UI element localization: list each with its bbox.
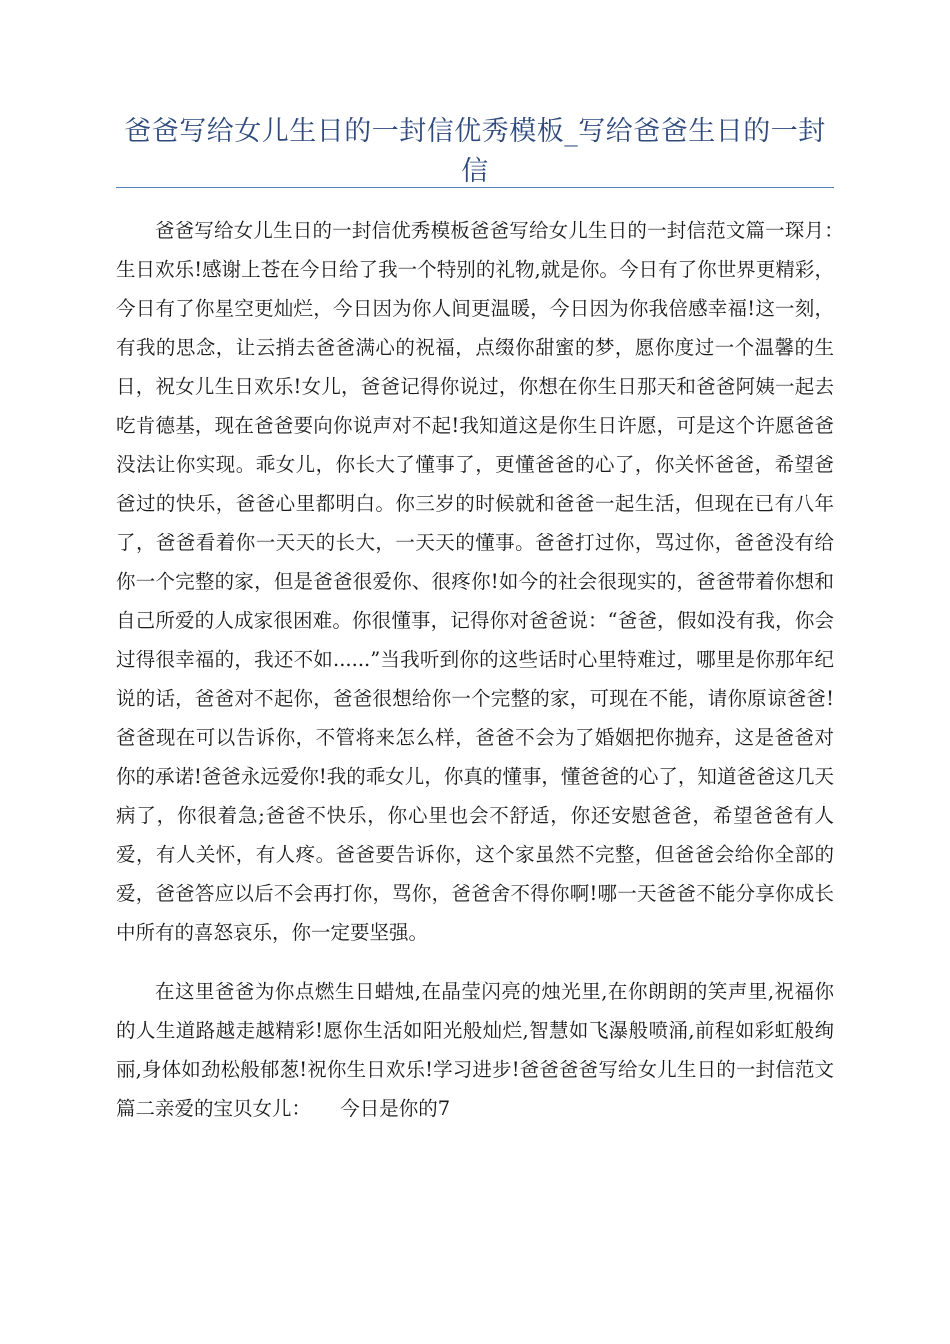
document-title: 爸爸写给女儿生日的一封信优秀模板_写给爸爸生日的一封信 bbox=[124, 116, 826, 187]
body-paragraph-1: 爸爸写给女儿生日的一封信优秀模板爸爸写给女儿生日的一封信范文篇一琛月： 生日欢乐!感谢上苍在今日给了我一个特别的礼物,就是你。今日有了你世界更精彩，今日有了你星空更灿烂，今日因为你人间更温暖，今日因为你我倍感幸福!这一刻，有我的思念，让云捎去爸爸满心的祝福，点缀你甜蜜的梦，愿你度过一个温馨的生日，祝女儿生日欢乐!女儿，爸爸记得你说过，你想在你生日那天和爸爸阿姨一起去吃肯德基，现在爸爸要向你说声对不起!我知道这是你生日许愿，可是这个许愿爸爸没法让你实现。乖女儿，你长大了懂事了，更懂爸爸的心了，你关怀爸爸，希望爸爸过的快乐，爸爸心里都明白。你三岁的时候就和爸爸一起生活，但现在已有八年了，爸爸看着你一天天的长大，一天天的懂事。爸爸打过你，骂过你，爸爸没有给你一个完整的家，但是爸爸很爱你、很疼你!如今的社会很现实的，爸爸带着你想和自己所爱的人成家很困难。你很懂事，记得你对爸爸说：“爸爸，假如没有我，你会过得很幸福的，我还不如......”当我听到你的这些话时心里特难过，哪里是你那年纪说的话，爸爸对不起你，爸爸很想给你一个完整的家，可现在不能，请你原谅爸爸!爸爸现在可以告诉你，不管将来怎么样，爸爸不会为了婚姻把你抛弃，这是爸爸对你的承诺!爸爸永远爱你!我的乖女儿，你真的懂事，懂爸爸的心了，知道爸爸这几天病了，你很着急;爸爸不快乐，你心里也会不舒适，你还安慰爸爸，希望爸爸有人爱，有人关怀，有人疼。爸爸要告诉你，这个家虽然不完整，但爸爸会给你全部的爱，爸爸答应以后不会再打你，骂你，爸爸舍不得你啊!哪一天爸爸不能分享你成长中所有的喜怒哀乐，你一定要坚强。 bbox=[116, 219, 874, 944]
body-paragraph-2: 在这里爸爸为你点燃生日蜡烛,在晶莹闪亮的烛光里,在你朗朗的笑声里,祝福你的人生道路越走越精彩!愿你生活如阳光般灿烂,智慧如飞瀑般喷涌,前程如彩虹般绚丽,身体如劲松般郁葱!祝你生日欢乐!学习进步!爸爸爸爸写给女儿生日的一封信范文篇二亲爱的宝贝女儿： 今日是你的7 bbox=[116, 980, 834, 1120]
document-body bbox=[116, 211, 874, 1128]
title-divider bbox=[116, 187, 834, 188]
